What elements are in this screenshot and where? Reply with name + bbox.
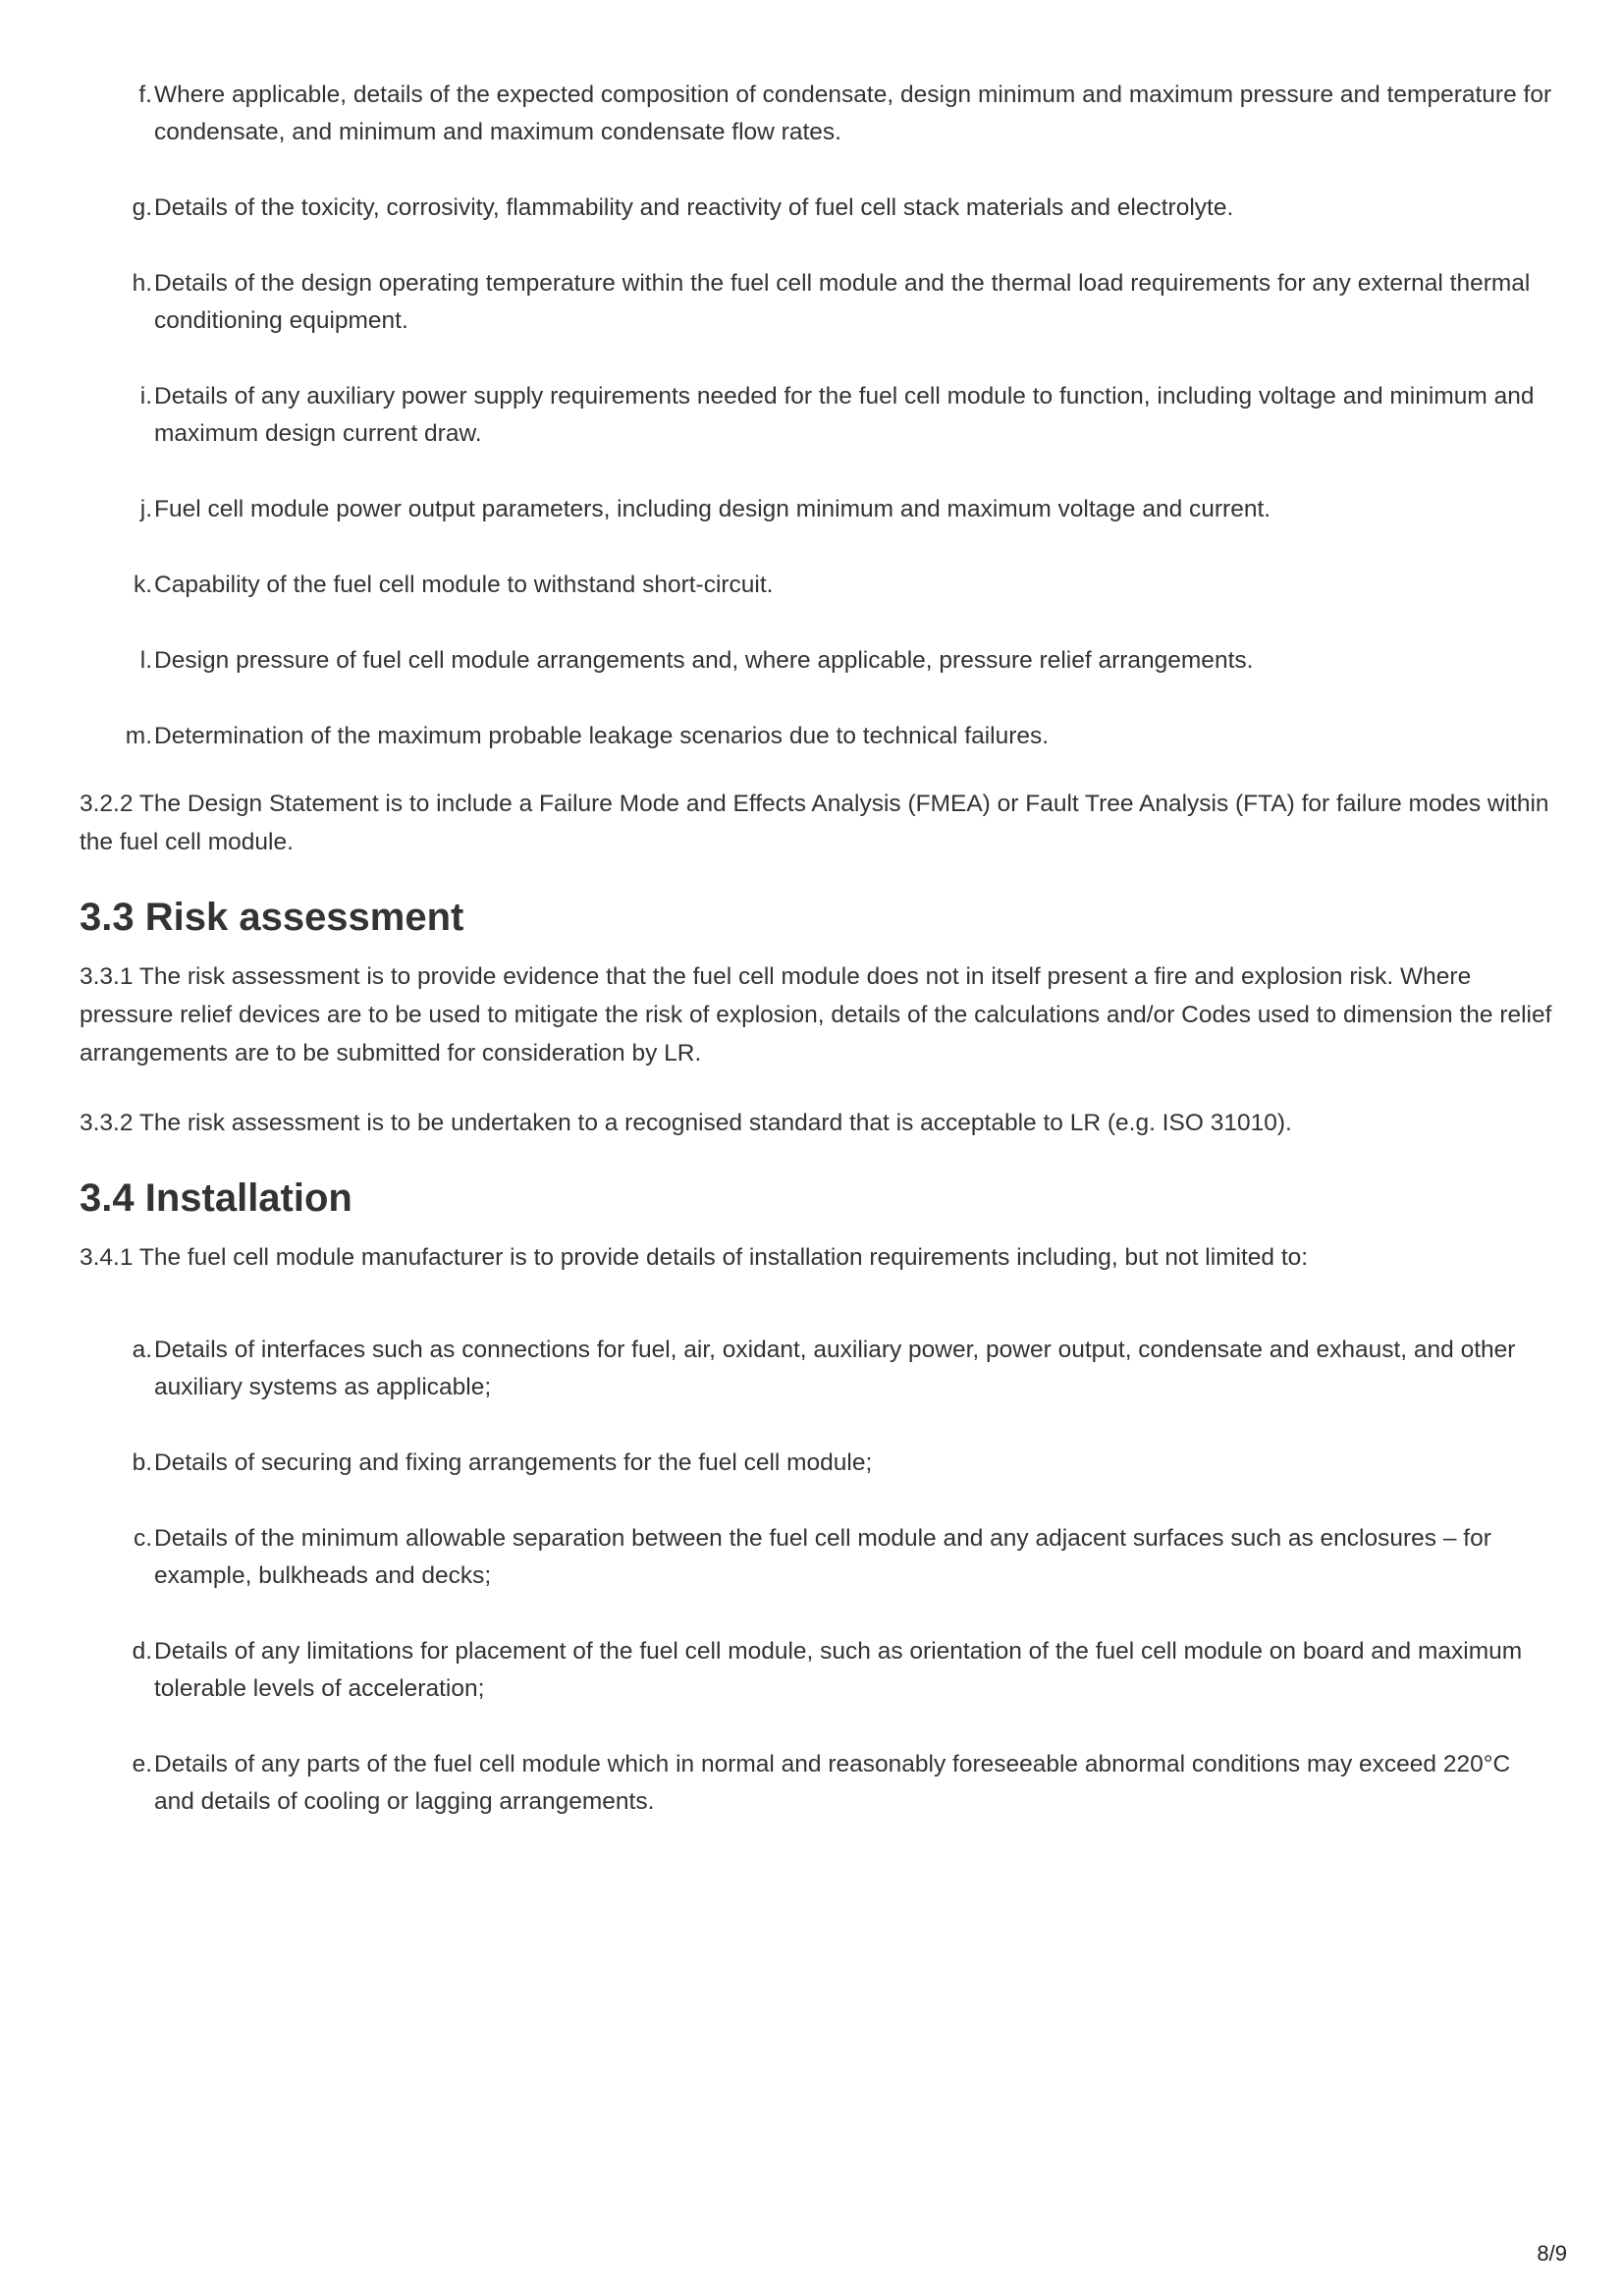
section-heading-installation: 3.4 Installation xyxy=(80,1176,352,1220)
list-item xyxy=(80,77,1552,151)
list-item xyxy=(80,718,1552,755)
list-item-text: Fuel cell module power output parameters, including design minimum and maximum voltage and current. xyxy=(154,496,1271,522)
page-number: 8/9 xyxy=(1537,2241,1567,2266)
list-item-text: Capability of the fuel cell module to withstand short-circuit. xyxy=(154,572,774,598)
list-marker: m. xyxy=(125,723,152,749)
list-item-text: Details of the toxicity, corrosivity, flammability and reactivity of fuel cell stack materials and electrolyte. xyxy=(154,194,1234,221)
list-item-text: Where applicable, details of the expected composition of condensate, design minimum and maximum pressure and temperature for condensate, and minimum and maximum condensate flow rates. xyxy=(154,82,1552,145)
document-page xyxy=(80,77,1552,1859)
list-item xyxy=(80,1746,1552,1821)
list-item-text: Details of any auxiliary power supply requirements needed for the fuel cell module to function, including voltage and minimum and maximum design current draw. xyxy=(154,383,1535,447)
list-marker: l. xyxy=(139,647,152,674)
paragraph-3-2-2: 3.2.2 The Design Statement is to include a Failure Mode and Effects Analysis (FMEA) or Fault Tree Analysis (FTA) for failure modes within the fuel cell module. xyxy=(80,791,1549,855)
list-marker: k. xyxy=(133,572,152,598)
list-item xyxy=(80,567,1552,604)
list-marker: j. xyxy=(139,496,152,522)
list-marker: f. xyxy=(138,82,152,108)
paragraph-3-3-2: 3.3.2 The risk assessment is to be undertaken to a recognised standard that is acceptable to LR (e.g. ISO 31010). xyxy=(80,1110,1292,1136)
list-marker: h. xyxy=(132,270,152,297)
installation-requirements-list xyxy=(80,1332,1552,1821)
list-marker: d. xyxy=(132,1638,152,1665)
list-marker: e. xyxy=(132,1751,152,1777)
list-item-text: Details of securing and fixing arrangements for the fuel cell module; xyxy=(154,1449,873,1476)
list-item xyxy=(80,1445,1552,1482)
list-item-text: Details of the minimum allowable separation between the fuel cell module and any adjacent surfaces such as enclosures – for example, bulkheads and decks; xyxy=(154,1525,1491,1589)
list-item-text: Details of any parts of the fuel cell module which in normal and reasonably foreseeable abnormal conditions may exceed 220°C and details of cooling or lagging arrangements. xyxy=(154,1751,1511,1815)
list-item xyxy=(80,265,1552,340)
list-item-text: Details of interfaces such as connections for fuel, air, oxidant, auxiliary power, power output, condensate and exhaust, and other auxiliary systems as applicable; xyxy=(154,1337,1516,1400)
list-item-text: Determination of the maximum probable leakage scenarios due to technical failures. xyxy=(154,723,1050,749)
list-item xyxy=(80,642,1552,680)
list-marker: a. xyxy=(132,1337,152,1363)
list-item-text: Design pressure of fuel cell module arrangements and, where applicable, pressure relief arrangements. xyxy=(154,647,1254,674)
list-item xyxy=(80,1633,1552,1708)
list-item xyxy=(80,190,1552,227)
paragraph-3-4-1: 3.4.1 The fuel cell module manufacturer is to provide details of installation requirements including, but not limited to: xyxy=(80,1244,1309,1271)
section-heading-risk-assessment: 3.3 Risk assessment xyxy=(80,896,464,939)
list-marker: b. xyxy=(132,1449,152,1476)
paragraph-3-3-1: 3.3.1 The risk assessment is to provide evidence that the fuel cell module does not in itself present a fire and explosion risk. Where pressure relief devices are to be used to mitigate the risk of explosion, details of the calculations and/or Codes used to dimension the relief arrangements are to be submitted for consideration by LR. xyxy=(80,963,1552,1066)
list-item xyxy=(80,1520,1552,1595)
list-item-text: Details of the design operating temperature within the fuel cell module and the thermal load requirements for any external thermal conditioning equipment. xyxy=(154,270,1531,334)
list-item xyxy=(80,1332,1552,1406)
list-item xyxy=(80,378,1552,453)
requirements-list-f-m xyxy=(80,77,1552,755)
list-item-text: Details of any limitations for placement of the fuel cell module, such as orientation of the fuel cell module on board and maximum tolerable levels of acceleration; xyxy=(154,1638,1523,1702)
list-item xyxy=(80,491,1552,528)
list-marker: g. xyxy=(132,194,152,221)
list-marker: c. xyxy=(133,1525,152,1552)
list-marker: i. xyxy=(139,383,152,410)
